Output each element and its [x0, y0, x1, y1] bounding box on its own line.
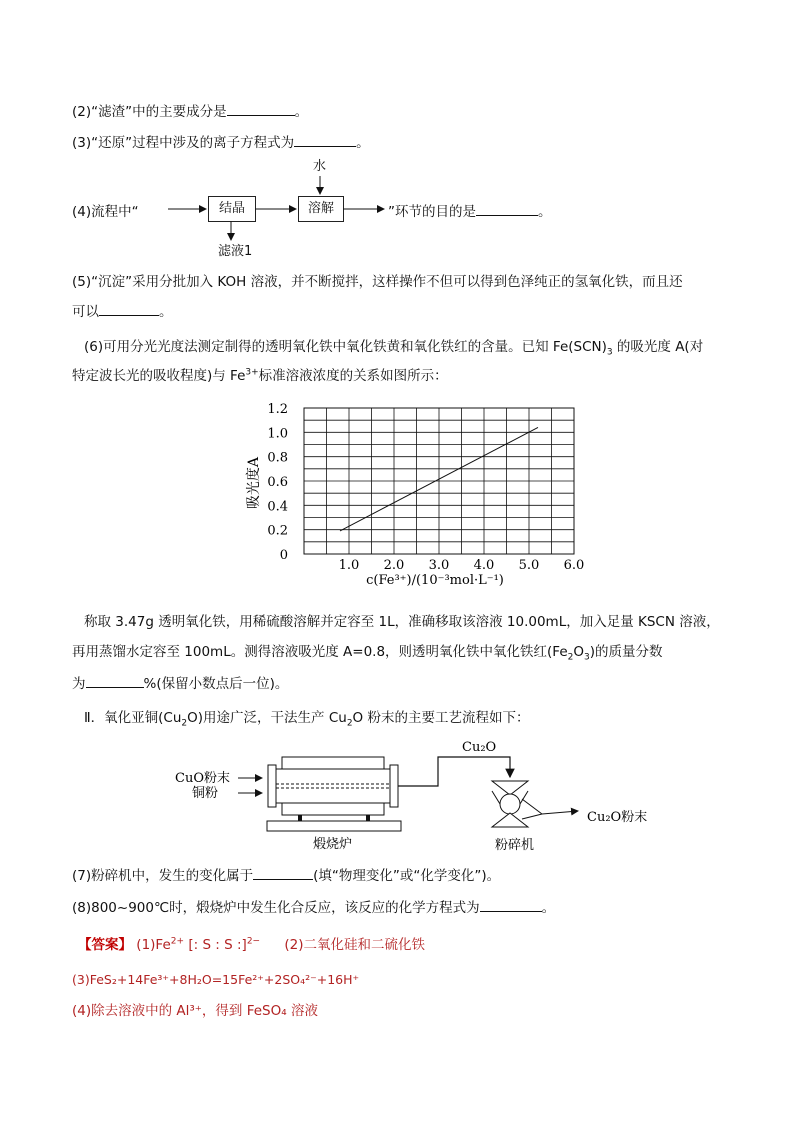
question-6b-line1: 称取 3.47g 透明氧化铁，用稀硫酸溶解并定容至 1L，准确移取该溶液 10.00mL，加入足量 KSCN 溶液，: [84, 614, 720, 630]
question-6b-line3: 为 %(保留小数点后一位)。: [72, 676, 289, 692]
answer-blank: [99, 303, 159, 316]
y-tick-label: 0.6: [267, 475, 288, 490]
copper-label: 铜粉: [192, 786, 219, 801]
answer-4: (4)除去溶液中的 Al³⁺，得到 FeSO₄ 溶液: [72, 1003, 318, 1019]
answer-line1: 【答案】 $(1)Fe^{2+}$ [: S : S :]$^{2-}$ (2)二氧化硅和二硫化铁: [78, 936, 426, 953]
x-tick-label: 4.0: [473, 558, 495, 573]
question-6b-line2: 再用蒸馏水定容至 100mL。测得溶液吸光度 A=0.8，则透明氧化铁中氧化铁红$(Fe_2O_3)$的质量分数: [72, 644, 663, 663]
answer-blank: [480, 899, 542, 912]
water-label: 水: [313, 159, 327, 174]
y-tick-label: 1.2: [267, 402, 288, 417]
persulfide-formula: [: S : S :]: [188, 937, 247, 953]
part-2-intro: Ⅱ．氧化亚铜$(Cu_2O)$用途广泛，干法生产 $Cu_2O$ 粉末的主要工艺流程如下：: [84, 710, 530, 729]
question-7: (7)粉碎机中，发生的变化属于 (填“物理变化”或“化学变化”)。: [72, 868, 501, 884]
absorbance-chart: [230, 398, 600, 593]
y-tick-label: 0: [279, 548, 288, 563]
question-5-line2: 可以 。: [72, 304, 173, 320]
furnace: [267, 757, 401, 831]
crusher: [492, 781, 542, 827]
question-2: (2)“滤渣”中的主要成分是 。: [72, 104, 309, 120]
question-3: (3)“还原”过程中涉及的离子方程式为 。: [72, 135, 370, 151]
cuo-label: CuO粉末: [175, 771, 230, 786]
x-tick-label: 6.0: [563, 558, 585, 573]
x-tick-label: 3.0: [428, 558, 450, 573]
y-tick-label: 0.2: [267, 523, 288, 539]
y-axis-label: 吸光度A: [246, 456, 262, 510]
y-tick-label: 0.8: [267, 450, 288, 466]
question-8: (8)800~900℃时，煅烧炉中发生化合反应，该反应的化学方程式为 。: [72, 900, 556, 916]
crystallize-box: 结晶: [208, 196, 256, 222]
x-tick-label: 5.0: [518, 558, 540, 573]
filtrate-label: 滤液1: [218, 244, 253, 259]
crusher-label: 粉碎机: [495, 838, 535, 853]
x-tick-label: 2.0: [383, 558, 405, 573]
answer-3: (3)FeS₂+14Fe³⁺+8H₂O=15Fe²⁺+2SO₄²⁻+16H⁺: [72, 972, 360, 987]
x-axis-label: c(Fe³⁺)/(10⁻³mol·L⁻¹): [366, 573, 504, 588]
flow-arrows: [160, 170, 400, 250]
dissolve-box: 溶解: [298, 196, 344, 222]
question-5-line1: (5)“沉淀”采用分批加入 KOH 溶液，并不断搅拌，这样操作不但可以得到色泽纯正的氢氧化铁，而且还: [72, 274, 683, 290]
furnace-label: 煅烧炉: [313, 837, 353, 852]
question-6-line2: 特定波长光的吸收程度)与 $Fe^{3+}$标准溶液浓度的关系如图所示：: [72, 367, 448, 384]
product-label: Cu₂O粉末: [587, 810, 648, 825]
answer-blank: [253, 867, 313, 880]
cu2o-top-label: Cu₂O: [462, 740, 497, 755]
question-6-line1: (6)可用分光光度法测定制得的透明氧化铁中氧化铁黄和氧化铁红的含量。已知 $Fe(SCN)_3$ 的吸光度 A(对: [84, 339, 704, 358]
answer-blank: [86, 675, 144, 688]
x-tick-label: 1.0: [338, 558, 360, 573]
answer-blank: [294, 134, 356, 147]
y-tick-label: 0.4: [267, 499, 288, 515]
answer-blank: [227, 103, 295, 116]
answer-blank: [476, 203, 538, 216]
y-tick-label: 1.0: [267, 426, 288, 442]
cu2o-process-diagram: [170, 735, 670, 860]
